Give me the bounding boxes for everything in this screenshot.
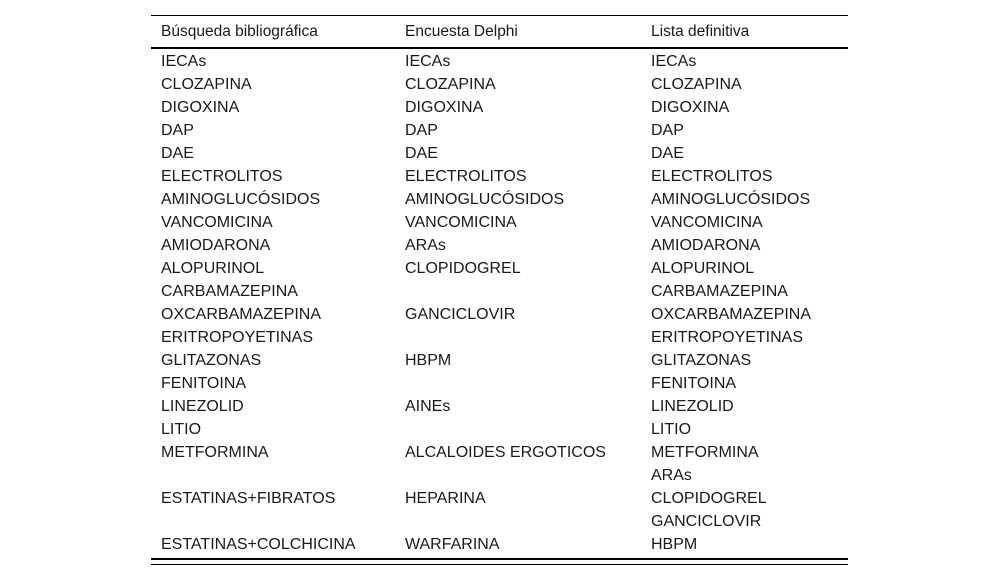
table-row: [151, 418, 848, 441]
cell-definitiva: ARAs: [651, 466, 692, 484]
table-row: [151, 96, 848, 119]
cell-delphi: WARFARINA: [405, 535, 500, 553]
cell-definitiva: CLOPIDOGREL: [651, 489, 767, 507]
cell-busqueda: AMIODARONA: [161, 236, 271, 254]
drug-list-table: [151, 15, 848, 565]
cell-delphi: DAP: [405, 121, 438, 139]
table-row: [151, 142, 848, 165]
cell-busqueda: ELECTROLITOS: [161, 167, 283, 185]
cell-busqueda: VANCOMICINA: [161, 213, 273, 231]
cell-definitiva: ALOPURINOL: [651, 259, 755, 277]
table-row: [151, 73, 848, 96]
cell-definitiva: FENITOINA: [651, 374, 737, 392]
table-body: [151, 49, 848, 556]
cell-delphi: ARAs: [405, 236, 446, 254]
cell-definitiva: AMINOGLUCÓSIDOS: [651, 190, 811, 208]
cell-delphi: DAE: [405, 144, 438, 162]
table-row: [151, 533, 848, 556]
header-encuesta-delphi: Encuesta Delphi: [405, 22, 518, 40]
cell-definitiva: ELECTROLITOS: [651, 167, 773, 185]
table-row: [151, 510, 848, 533]
cell-busqueda: IECAs: [161, 52, 207, 70]
cell-busqueda: CLOZAPINA: [161, 75, 252, 93]
table-row: [151, 487, 848, 510]
cell-busqueda: CARBAMAZEPINA: [161, 282, 298, 300]
cell-delphi: CLOPIDOGREL: [405, 259, 521, 277]
table-row: [151, 234, 848, 257]
cell-definitiva: GLITAZONAS: [651, 351, 752, 369]
cell-busqueda: ERITROPOYETINAS: [161, 328, 314, 346]
table-row: [151, 119, 848, 142]
cell-definitiva: LINEZOLID: [651, 397, 734, 415]
table-row: [151, 349, 848, 372]
cell-busqueda: AMINOGLUCÓSIDOS: [161, 190, 321, 208]
cell-busqueda: ALOPURINOL: [161, 259, 265, 277]
cell-delphi: ELECTROLITOS: [405, 167, 527, 185]
table-row: [151, 211, 848, 234]
cell-busqueda: ESTATINAS+COLCHICINA: [161, 535, 356, 553]
cell-busqueda: ESTATINAS+FIBRATOS: [161, 489, 336, 507]
cell-delphi: GANCICLOVIR: [405, 305, 516, 323]
table-bottom-rule: [151, 558, 848, 560]
cell-delphi: ALCALOIDES ERGOTICOS: [405, 443, 606, 461]
cell-definitiva: METFORMINA: [651, 443, 759, 461]
table-bottom-rule-thin: [151, 564, 848, 565]
cell-delphi: AINEs: [405, 397, 451, 415]
cell-busqueda: DAE: [161, 144, 194, 162]
cell-definitiva: CLOZAPINA: [651, 75, 742, 93]
table-header-row: [151, 16, 848, 47]
cell-delphi: DIGOXINA: [405, 98, 484, 116]
cell-delphi: VANCOMICINA: [405, 213, 517, 231]
cell-delphi: CLOZAPINA: [405, 75, 496, 93]
cell-definitiva: CARBAMAZEPINA: [651, 282, 788, 300]
cell-busqueda: DAP: [161, 121, 194, 139]
cell-definitiva: OXCARBAMAZEPINA: [651, 305, 812, 323]
cell-definitiva: HBPM: [651, 535, 698, 553]
cell-delphi: HBPM: [405, 351, 452, 369]
cell-busqueda: LITIO: [161, 420, 202, 438]
cell-delphi: HEPARINA: [405, 489, 486, 507]
table-row: [151, 326, 848, 349]
table-row: [151, 395, 848, 418]
cell-definitiva: VANCOMICINA: [651, 213, 763, 231]
cell-definitiva: DAE: [651, 144, 684, 162]
cell-busqueda: OXCARBAMAZEPINA: [161, 305, 322, 323]
cell-definitiva: GANCICLOVIR: [651, 512, 762, 530]
header-busqueda-bibliografica: Búsqueda bibliográfica: [161, 22, 318, 40]
cell-definitiva: DIGOXINA: [651, 98, 730, 116]
table-row: [151, 257, 848, 280]
table-row: [151, 303, 848, 326]
cell-busqueda: METFORMINA: [161, 443, 269, 461]
table-row: [151, 280, 848, 303]
table-row: [151, 464, 848, 487]
cell-definitiva: LITIO: [651, 420, 692, 438]
cell-definitiva: IECAs: [651, 52, 697, 70]
cell-definitiva: ERITROPOYETINAS: [651, 328, 804, 346]
cell-delphi: AMINOGLUCÓSIDOS: [405, 190, 565, 208]
table-row: [151, 50, 848, 73]
header-lista-definitiva: Lista definitiva: [651, 22, 750, 40]
cell-busqueda: DIGOXINA: [161, 98, 240, 116]
cell-busqueda: GLITAZONAS: [161, 351, 262, 369]
table-row: [151, 441, 848, 464]
table-row: [151, 165, 848, 188]
cell-delphi: IECAs: [405, 52, 451, 70]
cell-busqueda: FENITOINA: [161, 374, 247, 392]
cell-definitiva: DAP: [651, 121, 684, 139]
cell-busqueda: LINEZOLID: [161, 397, 244, 415]
table-row: [151, 188, 848, 211]
cell-definitiva: AMIODARONA: [651, 236, 761, 254]
table-row: [151, 372, 848, 395]
